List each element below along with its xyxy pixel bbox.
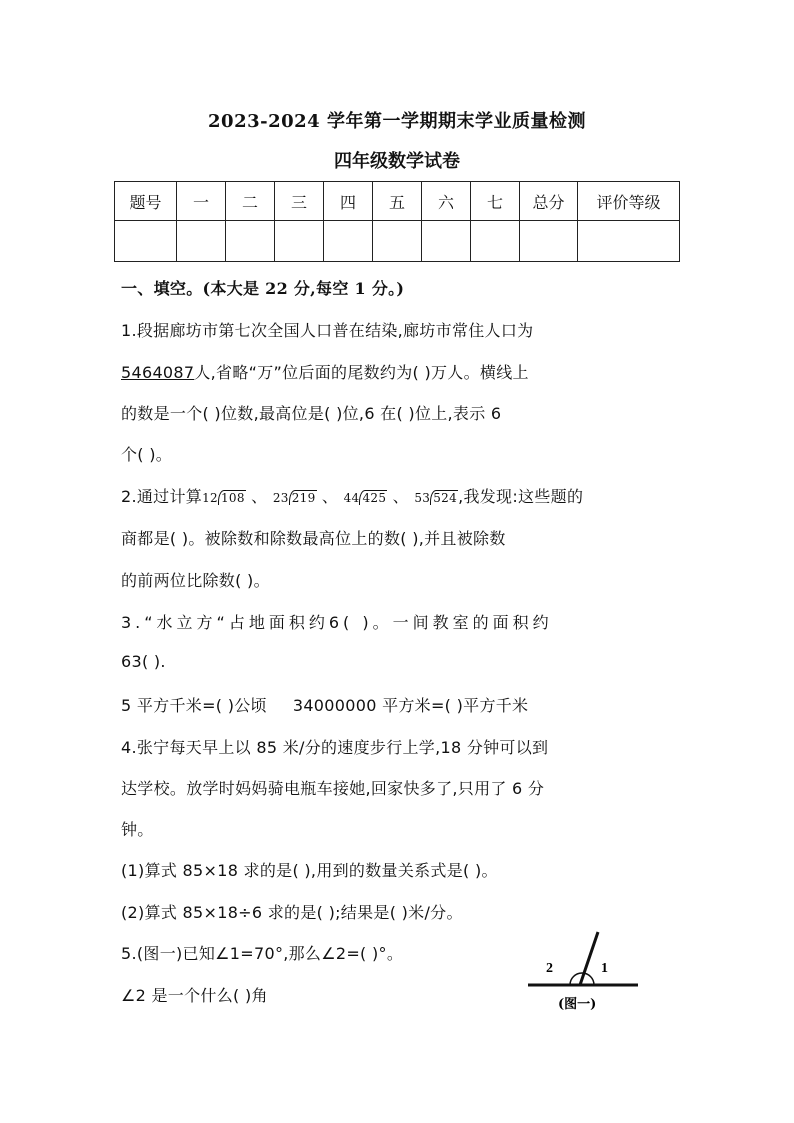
dividend: 219	[289, 490, 317, 505]
separator: 、	[245, 487, 273, 506]
score-cell[interactable]	[115, 221, 177, 262]
divisor: 12	[202, 491, 218, 505]
conversion-2: 34000000 平方米=( )平方千米	[292, 696, 529, 715]
angle-2-label: 2	[546, 961, 553, 976]
score-cell[interactable]	[520, 221, 578, 262]
question-4-line-3: 钟。	[121, 820, 154, 839]
question-4-sub-2: (2)算式 85×18÷6 求的是( );结果是( )米/分。	[121, 903, 463, 922]
score-cell[interactable]	[177, 221, 226, 262]
grade-table-header-cell: 一	[177, 182, 226, 221]
long-division-2	[273, 490, 317, 505]
dividend: 108	[218, 490, 246, 505]
grade-table-header-cell: 四	[324, 182, 373, 221]
grade-table	[114, 181, 680, 262]
dividend: 425	[359, 490, 387, 505]
conversion-1: 5 平方千米=( )公顷	[121, 696, 267, 715]
grade-table-header-cell: 三	[275, 182, 324, 221]
grade-table-header-cell: 七	[471, 182, 520, 221]
slanted-ray	[580, 932, 598, 985]
grade-table-header-cell: 六	[422, 182, 471, 221]
question-2-line-2: 商都是( )。被除数和除数最高位上的数( ),并且被除数	[121, 529, 506, 548]
population-number: 5464087	[121, 363, 195, 382]
question-5-line-1: 5.(图一)已知∠1=70°,那么∠2=( )°。	[121, 944, 404, 963]
score-cell[interactable]	[373, 221, 422, 262]
score-cell[interactable]	[324, 221, 373, 262]
question-3-line-3	[121, 693, 528, 716]
question-1-line-2-text: 人,省略“万”位后面的尾数约为( )万人。横线上	[194, 363, 529, 382]
separator: 、	[316, 487, 344, 506]
separator: 、	[387, 487, 415, 506]
question-1-line-4: 个( )。	[121, 445, 173, 464]
question-5-line-2: ∠2 是一个什么( )角	[121, 986, 268, 1005]
question-3-line-2: 63( ).	[121, 652, 166, 671]
score-cell[interactable]	[226, 221, 275, 262]
question-1-line-1: 1.段据廊坊市第七次全国人口普在结染,廊坊市常住人口为	[121, 321, 534, 340]
divisor: 53	[414, 491, 431, 505]
grade-table-header-row	[115, 182, 680, 221]
section-1-title: 一、填空。(本大是 22 分,每空 1 分。)	[121, 279, 405, 298]
long-division-4	[414, 490, 458, 505]
score-cell[interactable]	[422, 221, 471, 262]
long-division-1	[202, 490, 246, 505]
question-4-line-1: 4.张宁每天早上以 85 米/分的速度步行上学,18 分钟可以到	[121, 738, 549, 757]
question-2-line-1	[121, 484, 583, 507]
exam-subtitle: 四年级数学试卷	[334, 151, 460, 172]
grade-table-header-cell: 二	[226, 182, 275, 221]
dividend: 524	[430, 490, 458, 505]
score-cell[interactable]	[275, 221, 324, 262]
score-cell[interactable]	[471, 221, 520, 262]
grade-table-header-cell: 评价等级	[578, 182, 680, 221]
divisor: 23	[272, 491, 289, 505]
question-2-suffix: ,我发现:这些题的	[458, 487, 584, 506]
divisor: 44	[343, 491, 360, 505]
angle-figure	[528, 924, 648, 1019]
angle-1-label: 1	[601, 961, 608, 976]
grade-table-score-row	[115, 221, 680, 262]
question-1-line-3: 的数是一个( )位数,最高位是( )位,6 在( )位上,表示 6	[121, 404, 502, 423]
long-division-3	[344, 490, 388, 505]
question-4-line-2: 达学校。放学时妈妈骑电瓶车接她,回家快多了,只用了 6 分	[121, 779, 545, 798]
figure-caption: (图一)	[558, 997, 597, 1012]
exam-title: 2023-2024 学年第一学期期末学业质量检测	[208, 111, 586, 132]
question-3-line-1: 3.“水立方“占地面积约6( )。一间教室的面积约	[121, 613, 553, 632]
question-2-line-3: 的前两位比除数( )。	[121, 571, 270, 590]
grade-table-header-cell: 题号	[115, 182, 177, 221]
question-4-sub-1: (1)算式 85×18 求的是( ),用到的数量关系式是( )。	[121, 861, 498, 880]
question-1-line-2	[121, 360, 529, 383]
question-2-prefix: 2.通过计算	[121, 487, 203, 506]
grade-table-header-cell: 五	[373, 182, 422, 221]
score-cell[interactable]	[578, 221, 680, 262]
grade-table-header-cell: 总分	[520, 182, 578, 221]
